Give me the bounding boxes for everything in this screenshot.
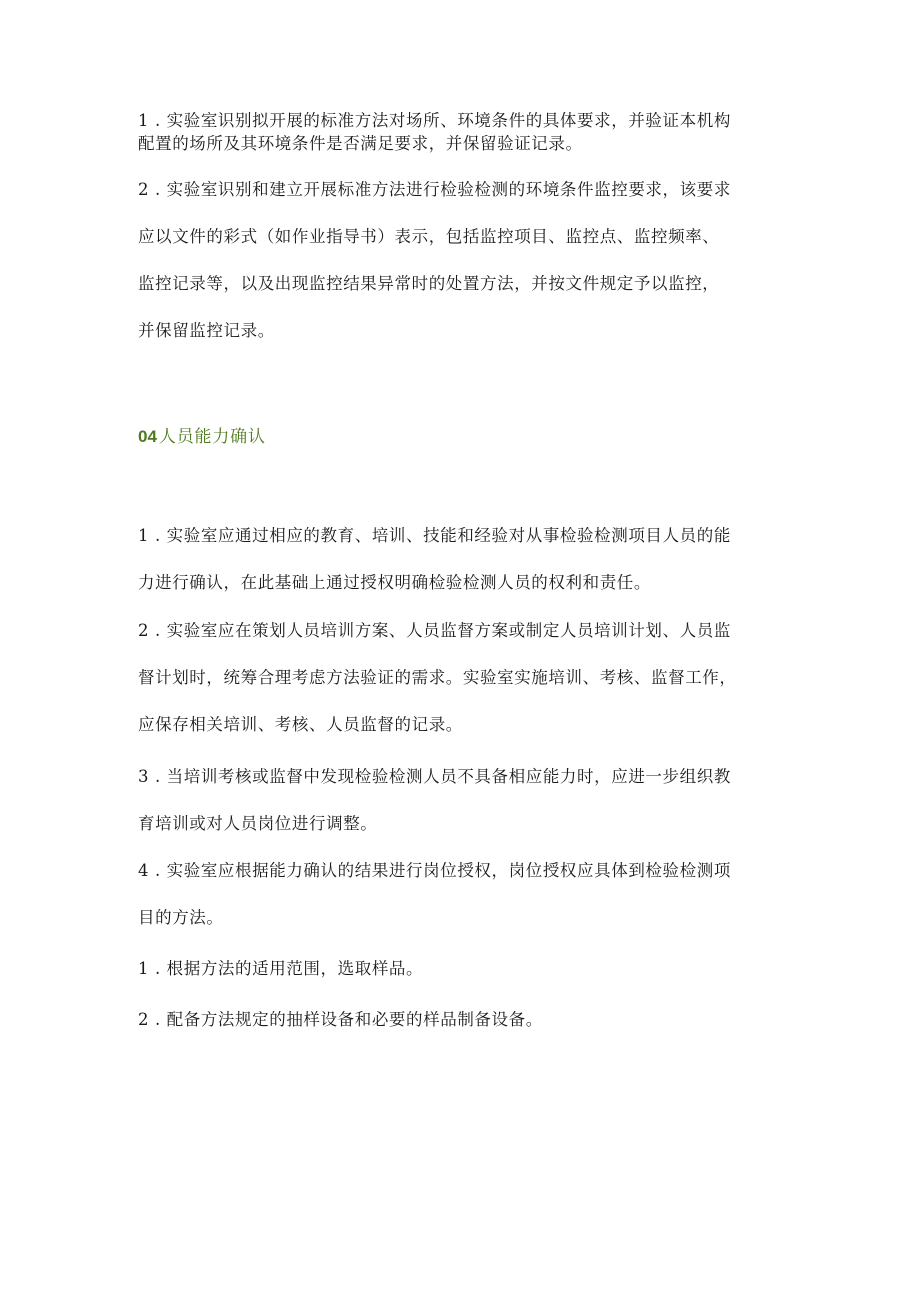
- section1-line-1: 1 . 实验室识别拟开展的标准方法对场所、环境条件的具体要求，并验证本机构: [138, 111, 731, 130]
- section1-line-4: 应以文件的彩式（如作业指导书）表示，包括监控项目、监控点、监控频率、: [138, 227, 720, 246]
- heading-number: 04: [138, 427, 157, 446]
- section2-line-10: 1 . 根据方法的适用范围，选取样品。: [138, 959, 424, 978]
- section2-line-1: 1 . 实验室应通过相应的教育、培训、技能和经验对从事检验检测项目人员的能: [138, 526, 731, 545]
- section1-line-2: 配置的场所及其环境条件是否满足要求，并保留验证记录。: [138, 134, 583, 153]
- section2-line-2: 力进行确认，在此基础上通过授权明确检验检测人员的权利和责任。: [138, 573, 651, 592]
- section2-line-7: 育培训或对人员岗位进行调整。: [138, 814, 378, 833]
- section2-line-3: 2 . 实验室应在策划人员培训方案、人员监督方案或制定人员培训计划、人员监: [138, 621, 731, 640]
- section1-line-3: 2 . 实验室识别和建立开展标准方法进行检验检测的环境条件监控要求，该要求: [138, 180, 731, 199]
- section1-line-5: 监控记录等，以及出现监控结果异常时的处置方法，并按文件规定予以监控，: [138, 274, 720, 293]
- section2-line-4: 督计划时，统筹合理考虑方法验证的需求。实验室实施培训、考核、监督工作，: [138, 668, 737, 687]
- section2-line-11: 2 . 配备方法规定的抽样设备和必要的样品制备设备。: [138, 1010, 543, 1029]
- section2-line-9: 目的方法。: [138, 908, 224, 927]
- section2-line-5: 应保存相关培训、考核、人员监督的记录。: [138, 715, 463, 734]
- heading-title: 人员能力确认: [158, 427, 266, 447]
- section2-line-8: 4 . 实验室应根据能力确认的结果进行岗位授权，岗位授权应具体到检验检测项: [138, 861, 731, 880]
- section1-line-6: 并保留监控记录。: [138, 321, 275, 340]
- section2-line-6: 3 . 当培训考核或监督中发现检验检测人员不具备相应能力时，应进一步组织教: [138, 767, 731, 786]
- section-heading: [138, 425, 266, 449]
